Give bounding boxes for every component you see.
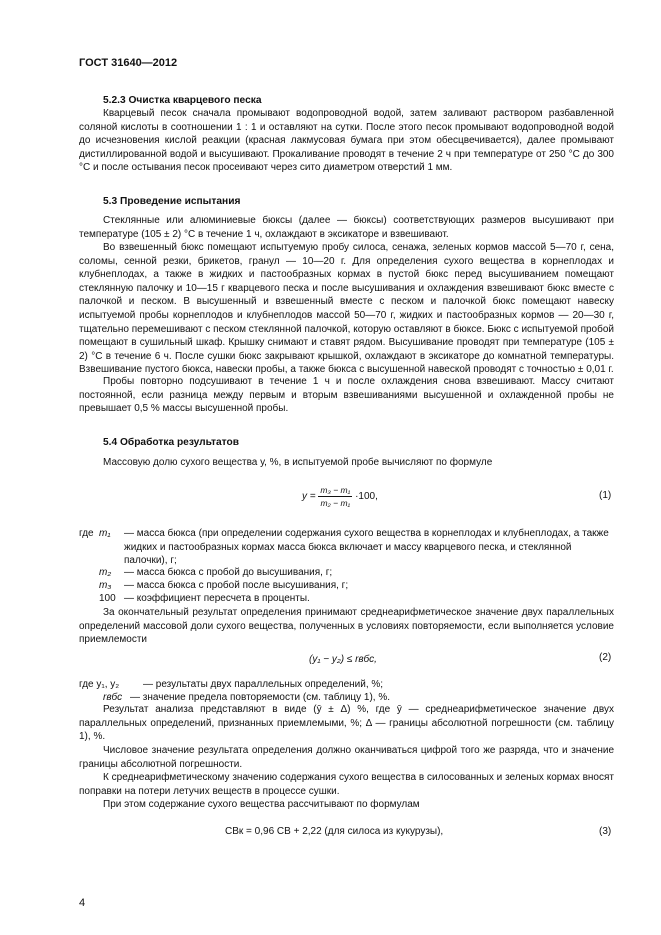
section-5-3-paragraph-1: Стеклянные или алюминиевые бюксы (далее — бюксы) соответствующих размеров высушивают при температуре (105 ± 2) °С в течение 1 ч, охлаждают в эксикаторе и взвешивают. [79, 215, 614, 240]
def-m1-text: — масса бюкса (при определении содержания сухого вещества в корнеплодах и клубнеплодах, а также жидких и пастообразных кормах масса бюкса включает и массу кварцевого песка, и стеклянной палочки), г; [124, 528, 609, 567]
formula-1-lhs: у = [302, 491, 316, 503]
def-100-symbol: 100 [99, 593, 116, 604]
section-5-4-numeric-value: Числовое значение результата определения должно оканчиваться цифрой того же разряда, что и значение границы абсолютной погрешности. [79, 745, 614, 770]
formula-1-fraction [318, 485, 352, 508]
formula-2-number: (2) [599, 652, 612, 663]
def-100-text: — коэффициент пересчета в проценты. [124, 593, 310, 604]
formula-1-denominator: m₂ − m₁ [320, 498, 351, 508]
formula-1-tail: ·100, [355, 491, 378, 503]
def-r-symbol: rвбс [103, 692, 123, 703]
section-5-4-title: 5.4 Обработка результатов [103, 437, 240, 448]
section-5-4-intro: Массовую долю сухого вещества у, %, в испытуемой пробе вычисляют по формуле [103, 457, 493, 468]
def-m2-symbol: m₂ [99, 567, 112, 578]
formula-1-number: (1) [599, 490, 612, 501]
section-5-4-result-format: Результат анализа представляют в виде (ȳ ± Δ) %, где ȳ — среднеарифметическое значение двух параллельных определений, признанных приемлемыми, %; Δ — границы абсолютной погрешности (см. таблицу 1), %. [79, 704, 614, 743]
section-5-2-3-text: Кварцевый песок сначала промывают водопроводной водой, затем заливают раствором разбавленной соляной кислоты в соотношении 1 : 1 и оставляют на сутки. После этого песок промывают водопроводной водой до исчезновения кислой реакции (красная лакмусовая бумага при этом обесцвечивается), далее промывают дистиллированной водой и высушивают. Прокаливание проводят в течение 2 ч при температуре от 250 °С до 300 °С и после остывания песок просеивают через сито диаметром отверстий 1 мм. [79, 108, 614, 174]
def-m3-symbol: m₃ [99, 580, 112, 591]
formula-3-number: (3) [599, 826, 612, 837]
where-label: где [79, 528, 94, 539]
def-m1-symbol: m₁ [99, 528, 111, 539]
def-y1-y2-symbol: где у₁, у₂ [79, 679, 120, 690]
section-5-4-formulas-intro: При этом содержание сухого вещества рассчитывают по формулам [103, 799, 420, 810]
formula-1-numerator: m₃ − m₁ [320, 485, 351, 495]
formula-2: (у₁ − у₂) ≤ rвбс, [309, 654, 377, 665]
formula-1 [302, 485, 378, 508]
def-y1-y2-text: — результаты двух параллельных определений, %; [143, 679, 384, 690]
formula-3: СВк = 0,96 СВ + 2,22 (для силоса из кукурузы), [225, 826, 444, 837]
def-r-text: — значение предела повторяемости (см. таблицу 1), %. [130, 692, 391, 703]
section-5-3-title: 5.3 Проведение испытания [103, 196, 241, 207]
def-m2-text: — масса бюкса с пробой до высушивания, г; [124, 567, 333, 578]
def-m3-text: — масса бюкса с пробой после высушивания, г; [124, 580, 349, 591]
section-5-3-paragraph-3: Пробы повторно подсушивают в течение 1 ч и после охлаждения снова взвешивают. Массу считают постоянной, если разница между первым и вторым взвешиваниями высушенной и охлажденной пробы не превышает 0,5 % массы высушенной пробы. [79, 376, 614, 415]
section-5-4-final-result: За окончательный результат определения принимают среднеарифметическое значение двух параллельных определений массовой доли сухого вещества, полученных в условиях повторяемости, если выполняется условие приемлемости [79, 607, 614, 646]
section-5-3-paragraph-2: Во взвешенный бюкс помещают испытуемую пробу силоса, сенажа, зеленых кормов массой 5—70 г, сена, соломы, сенной резки, брикетов, гранул — 10—20 г. Для определения сухого вещества в корнеплодах и клубнеплодах, а также в жидких и пастообразных кормах в пустой бюкс перед высушиванием помещают стеклянную палочку и 10—15 г кварцевого песка и после высушивания и охлаждения взвешивают бюкс вместе с палочкой и песком. В высушенный и взвешенный вместе с песком и палочкой бюкс помещают навеску испытуемой пробы корнеплодов и клубнеплодов массой 50—70 г, жидких и пастообразных кормов — 20—30 г, тщательно перемешивают с песком стеклянной палочкой, которую оставляют в бюксе. Бюкс с испытуемой пробой помещают в сушильный шкаф. Крышку снимают и ставят рядом. Высушивание проводят при температуре (105 ± 2) °С в течение 6 ч. После сушки бюкс закрывают крышкой, охлаждают в эксикаторе до комнатной температуры. Взвешивание пустого бюкса, навески пробы, а также бюкса с высушенной навеской проводят с точностью ± 0,01 г. [79, 242, 614, 376]
document-header: ГОСТ 31640—2012 [79, 57, 178, 69]
page-number: 4 [79, 897, 86, 909]
section-5-2-3-title: 5.2.3 Очистка кварцевого песка [103, 95, 262, 106]
section-5-4-correction: К среднеарифметическому значению содержания сухого вещества в силосованных и зеленых кормах вносят поправки на потери летучих веществ в процессе сушки. [79, 772, 614, 797]
